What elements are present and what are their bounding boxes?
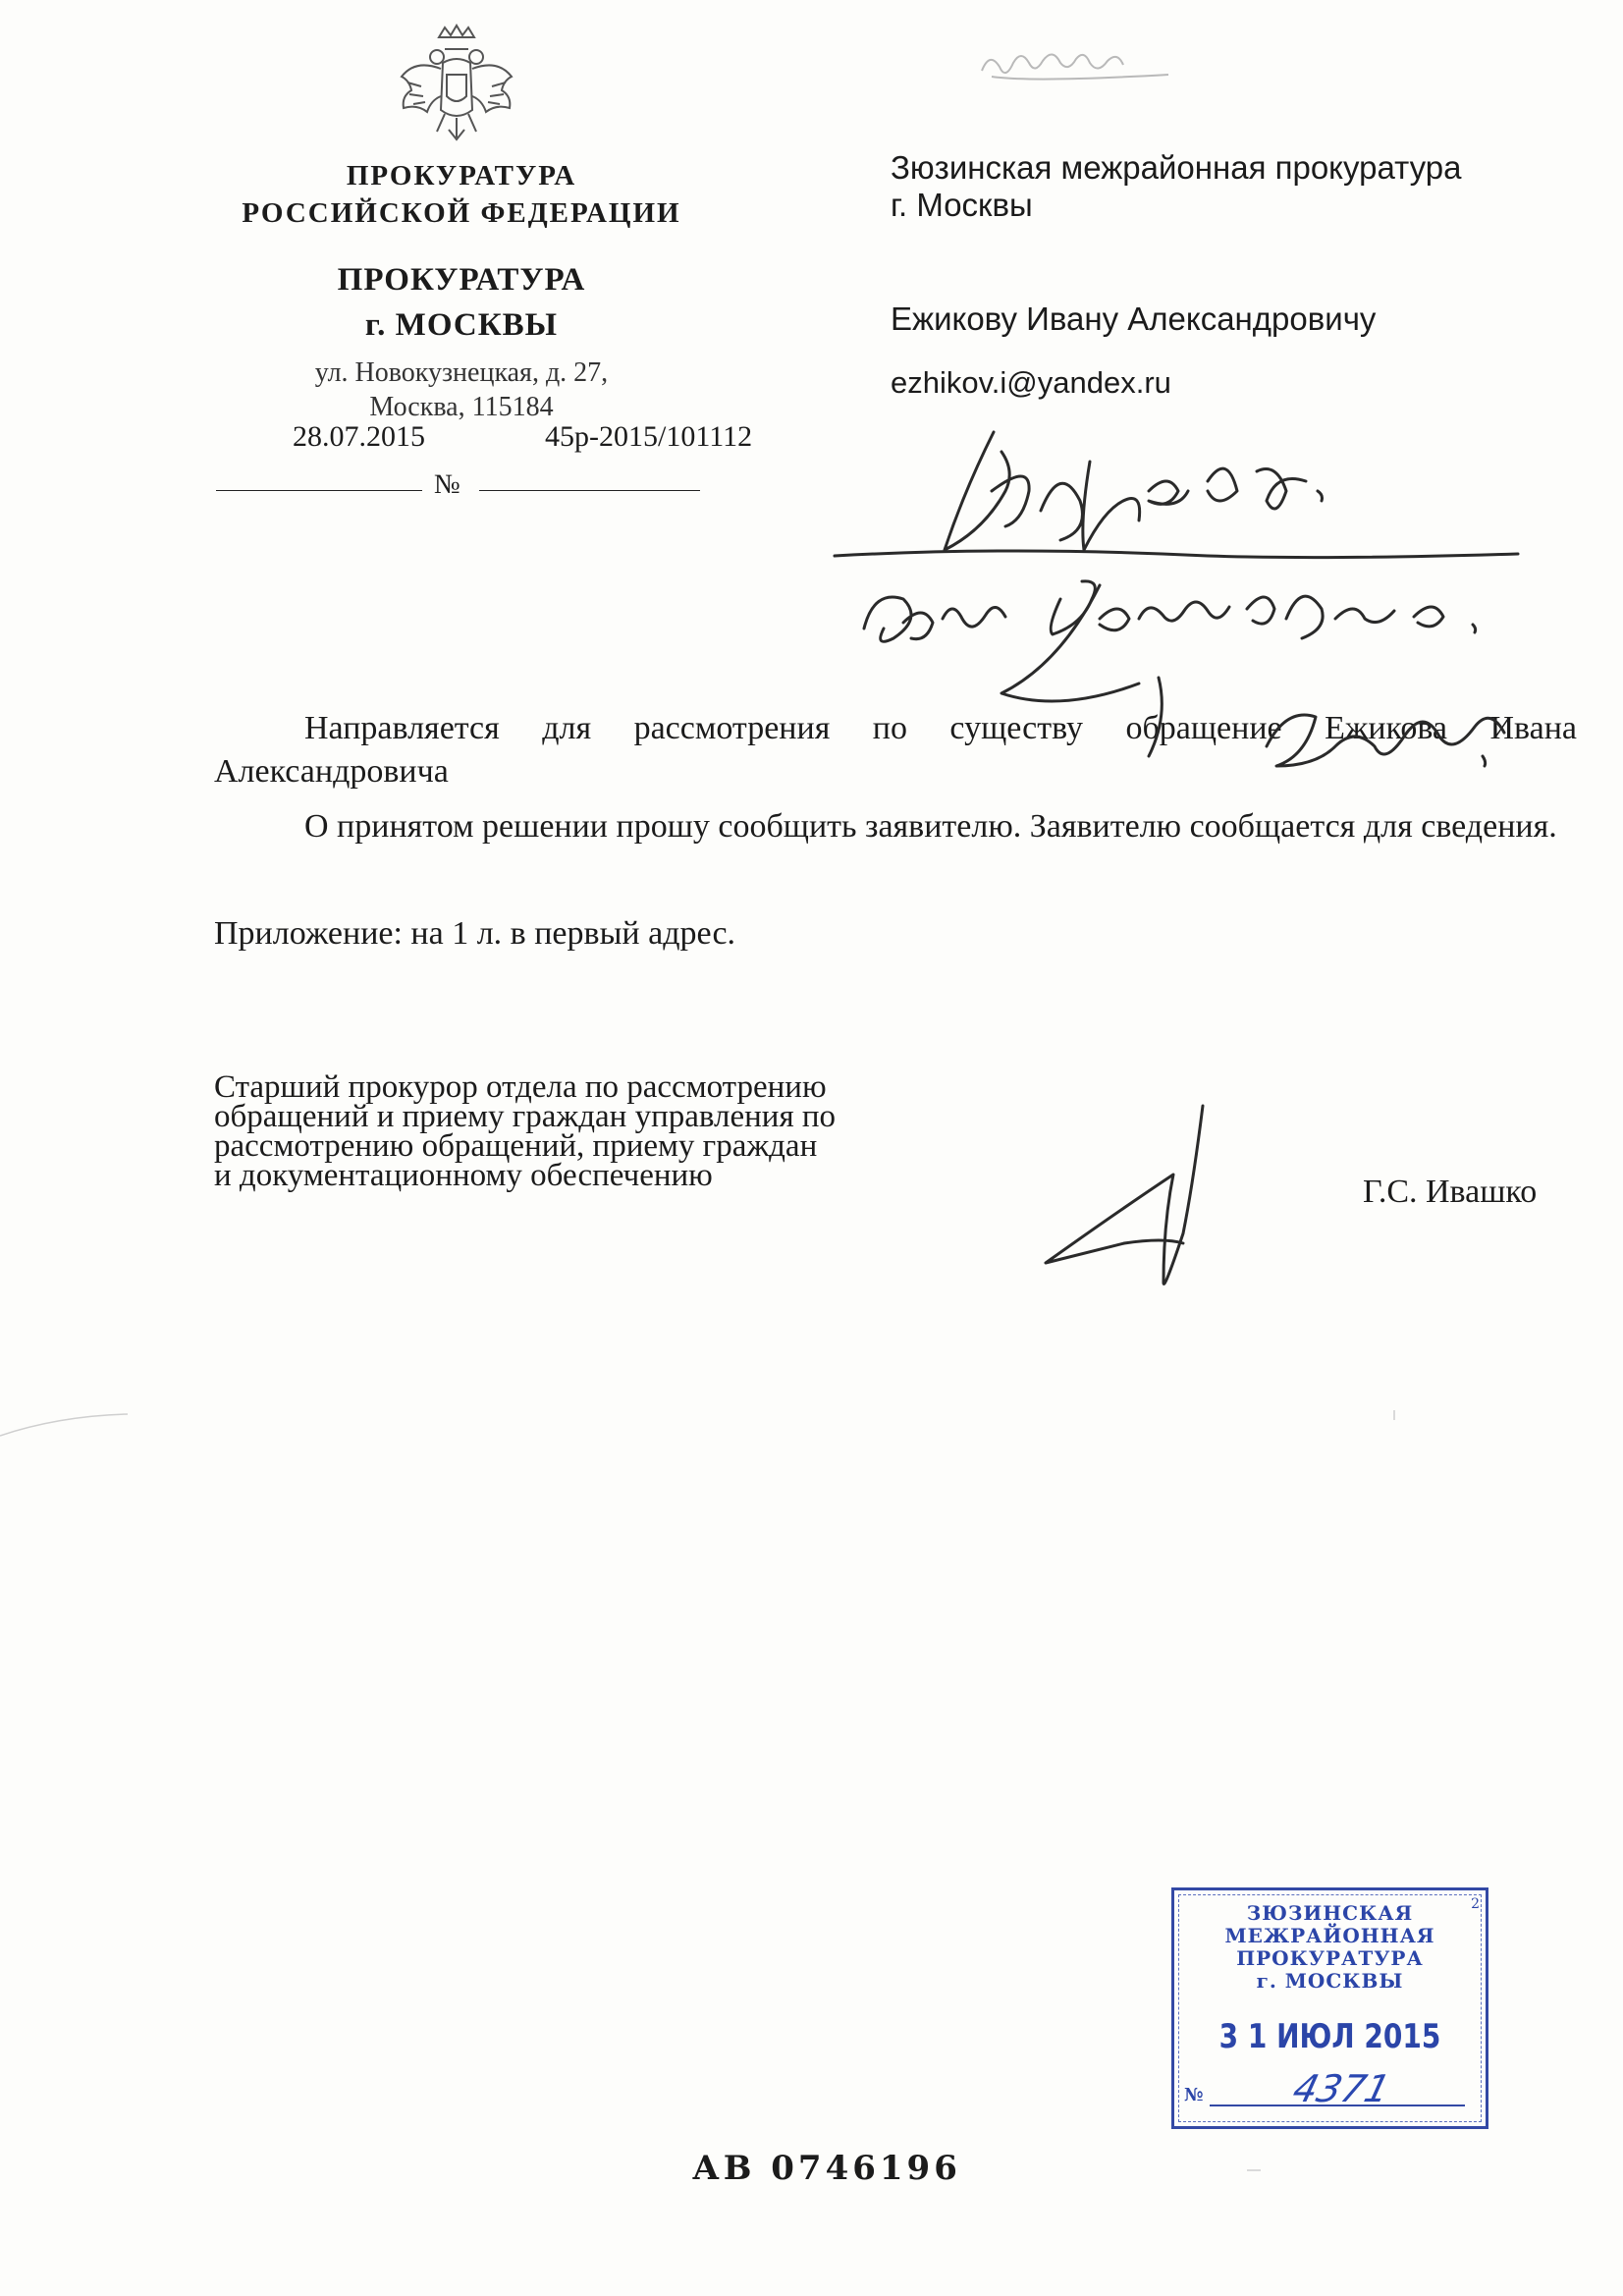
document-number: 45р-2015/101112	[545, 420, 753, 453]
org-name-line1: ПРОКУРАТУРА	[346, 160, 577, 191]
stamp-corner-number: 2	[1471, 1896, 1480, 1912]
addressee-organization	[891, 149, 1461, 224]
signer-title	[214, 1069, 837, 1193]
signature-handwriting	[1046, 1106, 1203, 1284]
body-paragraph-1: Направляется для рассмотрения по существу обращение Ежикова Ивана Александровича	[214, 710, 1577, 790]
org-subdivision	[196, 257, 727, 348]
stamp-line1: ЗЮЗИНСКАЯ	[1246, 1901, 1414, 1925]
date-underline	[216, 490, 422, 491]
org-name	[196, 157, 727, 232]
org-subdivision-line2: г. МОСКВЫ	[364, 307, 559, 343]
stamp-number-handwritten: 4371	[1288, 2067, 1395, 2110]
stamp-line4: г. МОСКВЫ	[1256, 1969, 1404, 1993]
signer-name: Г.С. Ивашко	[1363, 1174, 1538, 1210]
stamp-number-sign: №	[1184, 2085, 1204, 2105]
addressee-org-line2: г. Москвы	[891, 187, 1033, 223]
signer-title-line3: рассмотрению обращений, приему граждан	[214, 1128, 818, 1164]
signer-title-line1: Старший прокурор отдела по рассмотрению	[214, 1069, 827, 1105]
body-text	[214, 707, 1577, 848]
document-date: 28.07.2015	[293, 420, 425, 453]
org-subdivision-line1: ПРОКУРАТУРА	[337, 262, 586, 298]
stamp-line2: МЕЖРАЙОННАЯ	[1224, 1924, 1435, 1947]
org-address	[196, 355, 727, 424]
number-sign: №	[434, 469, 460, 500]
coat-of-arms-emblem-icon	[388, 20, 525, 152]
form-serial-number: АВ 0746196	[692, 2149, 961, 2188]
org-address-line2: Москва, 115184	[369, 392, 554, 422]
number-underline	[479, 490, 700, 491]
stamp-date: 3 1 ИЮЛ 2015	[1218, 2016, 1441, 2056]
org-name-line2: РОССИЙСКОЙ ФЕДЕРАЦИИ	[242, 197, 681, 229]
signer-title-line4: и документационному обеспечению	[214, 1158, 713, 1193]
org-address-line1: ул. Новокузнецкая, д. 27,	[314, 357, 609, 388]
addressee-name: Ежикову Ивану Александровичу	[891, 301, 1377, 337]
addressee-email: ezhikov.i@yandex.ru	[891, 365, 1171, 400]
registration-stamp	[1171, 1887, 1488, 2129]
attachment-note: Приложение: на 1 л. в первый адрес.	[214, 915, 736, 952]
addressee-org-line1: Зюзинская межрайонная прокуратура	[891, 149, 1462, 186]
stamp-line3: ПРОКУРАТУРА	[1236, 1946, 1424, 1970]
body-paragraph-2: О принятом решении прошу сообщить заявителю. Заявителю сообщается для сведения.	[304, 808, 1557, 845]
signer-title-line2: обращений и приему граждан управления по	[214, 1099, 837, 1134]
top-note-handwriting	[982, 54, 1168, 79]
stamp-organization	[1174, 1902, 1486, 1993]
